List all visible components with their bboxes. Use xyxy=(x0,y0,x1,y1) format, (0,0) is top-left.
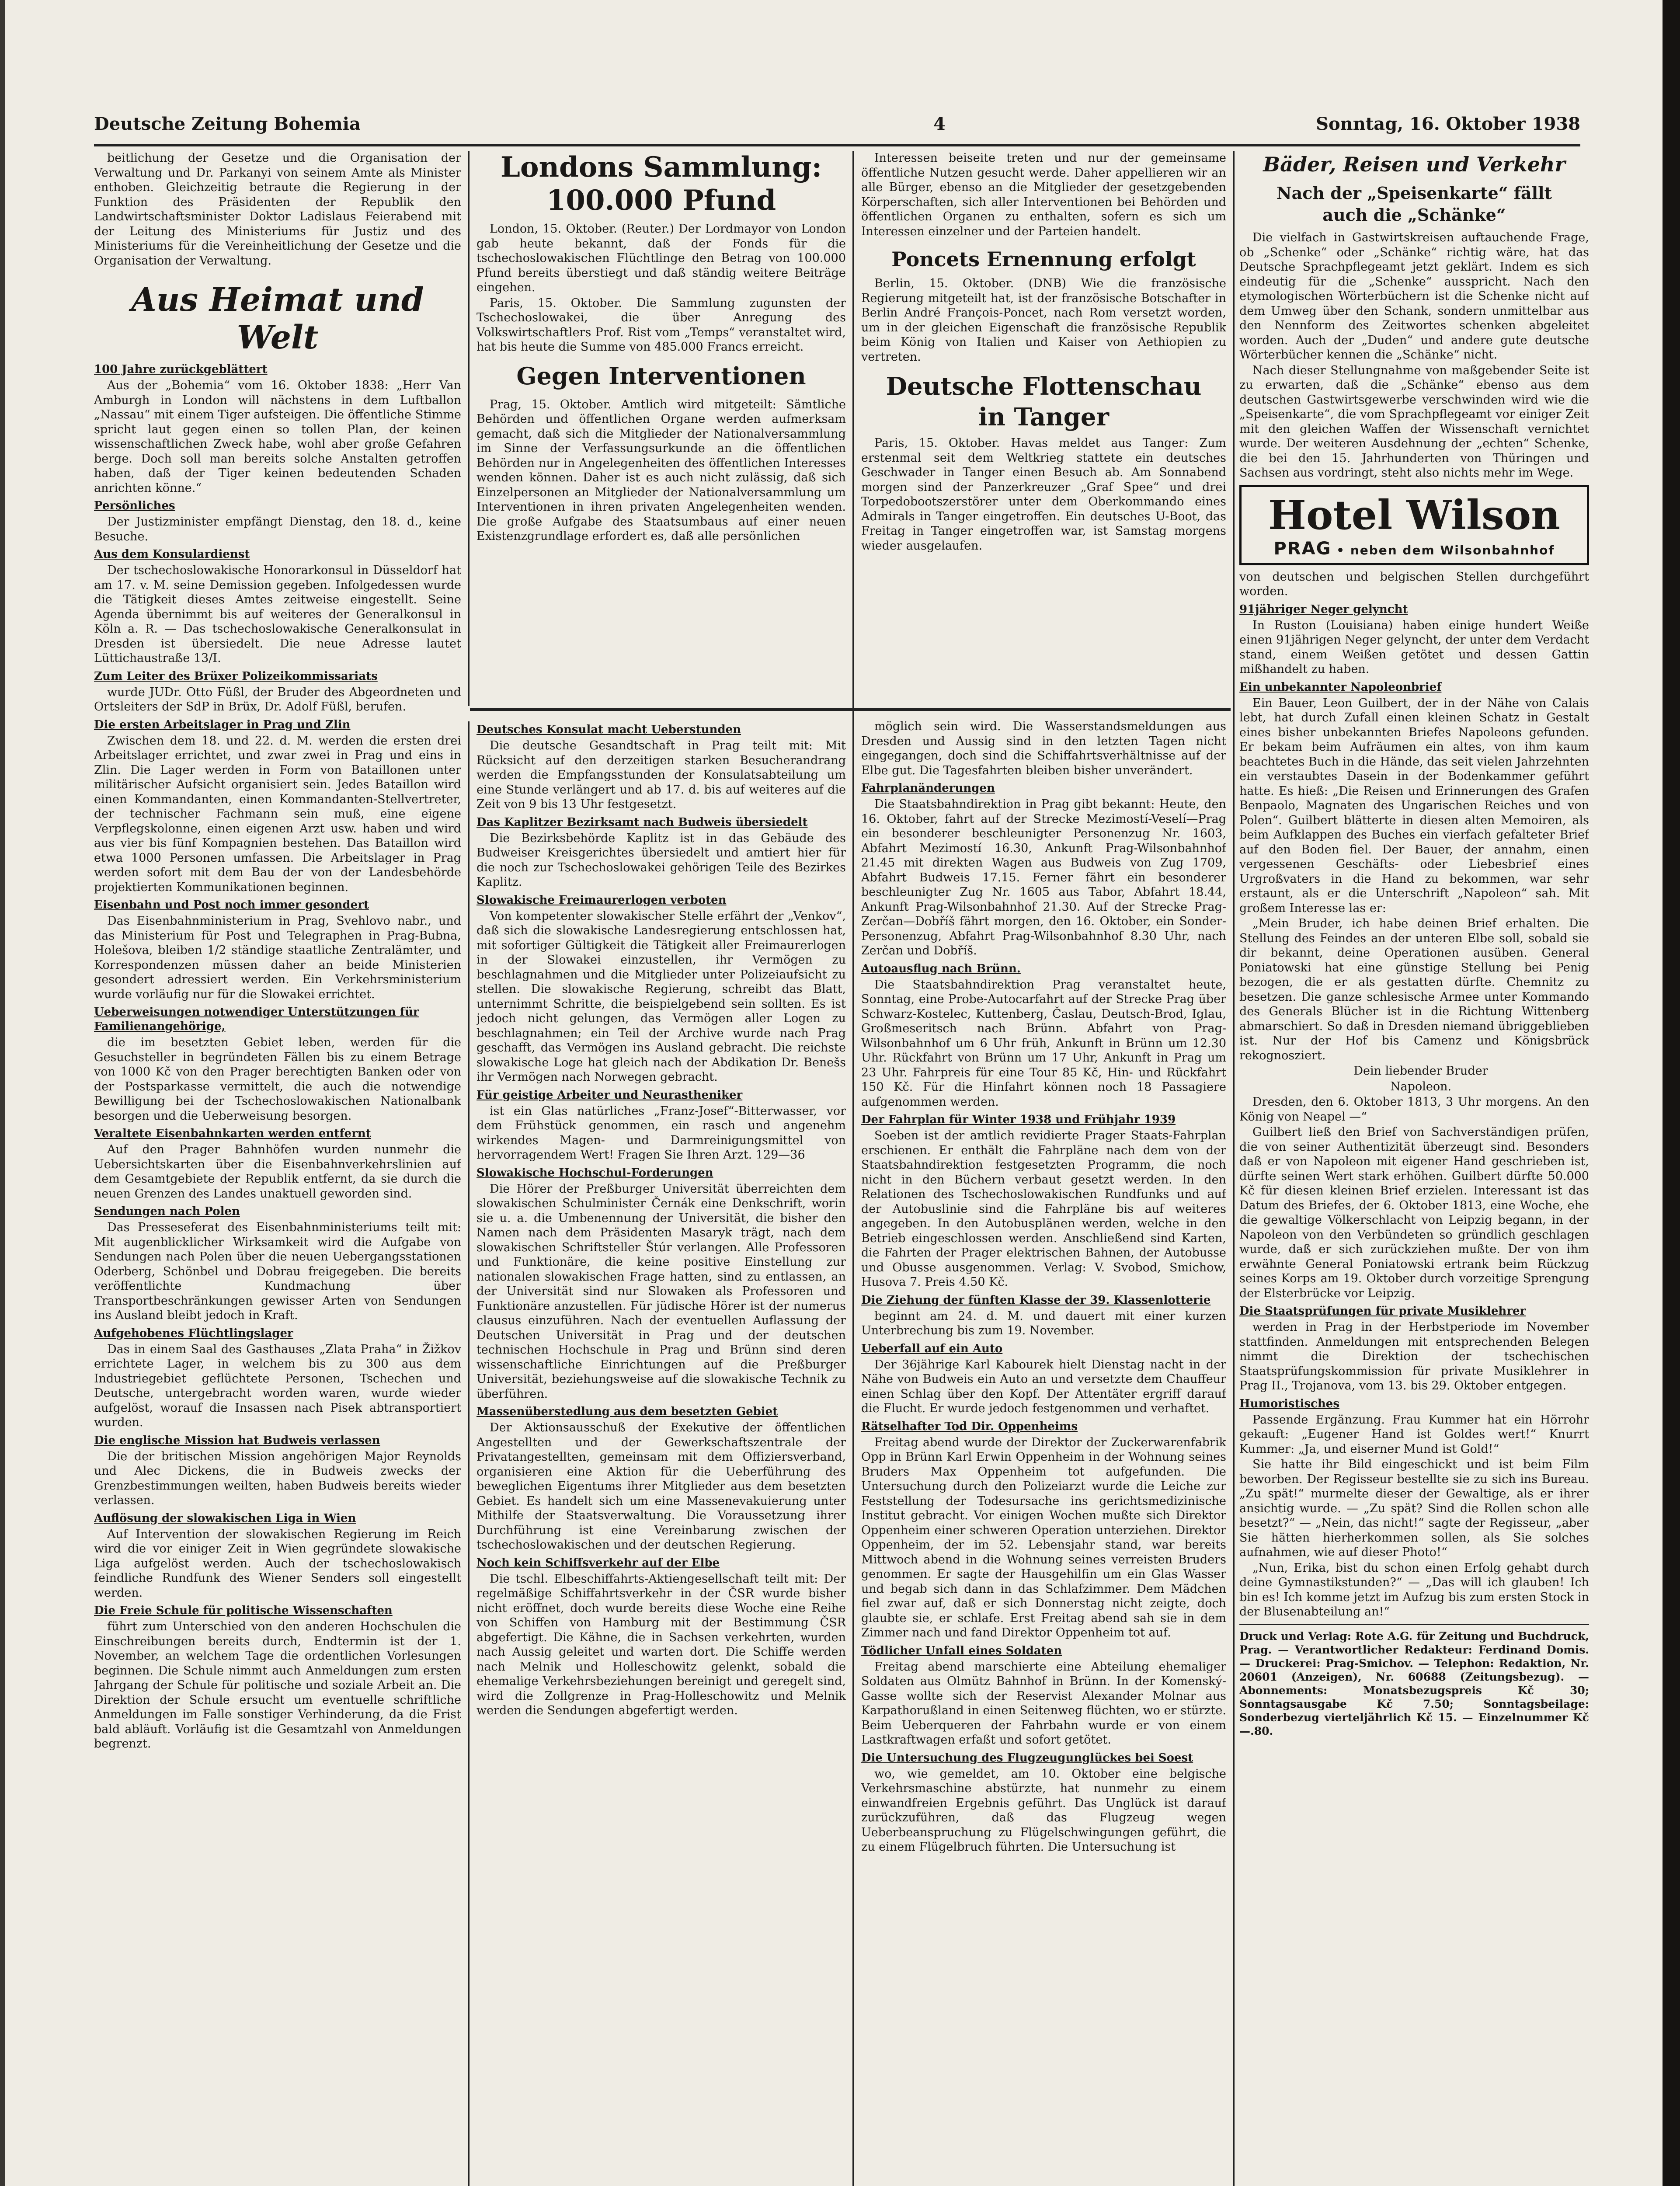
ad-city: PRAG xyxy=(1273,538,1332,559)
headline: Die Staatsprüfungen für private Musiklehrer xyxy=(1239,1305,1526,1318)
headline-gegen-interventionen: Gegen Interventionen xyxy=(516,362,806,390)
article-paragraph: Guilbert ließ den Brief von Sachverständigen prüfen, die von seiner Authentizität überzeugt sind. Besonders daß er von Napoleon mit eigener Hand geschrieben ist, dürfte seinen Wert stark erhöhen. Guilbert dürfte 50.000 Kč für diesen kleinen Brief erzielen. Interessant ist das Datum des Briefes, der 6. Oktober 1813, eine Woche, ehe die gewaltige Völkerschlacht von Leipzig begann, in der Napoleon von den Verbündeten so gründlich geschlagen wurde, daß er sich zurückziehen mußte. Der von ihm erwähnte General Poniatowski ertrank beim Rückzug seines Korps am 19. Oktober durch vorzeitige Sprengung der Elsterbrücke vor Leipzig. xyxy=(1239,1125,1589,1300)
article-paragraph: Die der britischen Mission angehörigen Major Reynolds und Alec Dickens, die in Budweis zwecks der Grenzbestimmungen weilten, haben Budweis bereits wieder verlassen. xyxy=(94,1449,461,1507)
scan-edge-right xyxy=(1663,0,1680,2186)
article-paragraph: Der 36jährige Karl Kabourek hielt Dienstag nacht in der Nähe von Budweis ein Auto an und versetzte dem Chauffeur einen Schlag über den Kopf. Der Attentäter ergriff darauf die Flucht. Er wurde jedoch festgenommen und verhaftet. xyxy=(861,1358,1226,1415)
article-paragraph: wo, wie gemeldet, am 10. Oktober eine belgische Verkehrsmaschine abstürzte, hat nunmehr zu einem einwandfreien Ergebnis geführt. Das Unglück ist darauf zurückzuführen, daß das Flugzeug wegen Ueberbeanspruchung zu Flügelschwingungen geführt, die zu einem Flügelbruch führten. Die Untersuchung ist xyxy=(861,1767,1226,1854)
headline: Aufgehobenes Flüchtlingslager xyxy=(94,1326,293,1340)
headline: Veraltete Eisenbahnkarten werden entfernt xyxy=(94,1127,371,1140)
headline: Rätselhafter Tod Dir. Oppenheims xyxy=(861,1420,1078,1433)
ad-title: Hotel Wilson xyxy=(1268,491,1560,539)
headline: Tödlicher Unfall eines Soldaten xyxy=(861,1644,1062,1657)
headline: Sendungen nach Polen xyxy=(94,1205,240,1218)
headline: Noch kein Schiffsverkehr auf der Elbe xyxy=(477,1556,720,1570)
article-paragraph: führt zum Unterschied von den anderen Hochschulen die Einschreibungen bereits durch, Endtermin ist der 1. November, an welchem Tage die ordentlichen Vorlesungen beginnen. Die Schule nimmt auch Anmeldungen zum ersten Jahrgang der Schule für politische und soziale Arbeit an. Die Direktion der Schule ersucht um eventuelle schriftliche Anmeldungen im Falle sonstiger Verhinderung, da die Frist bald abläuft. Vorläufig ist die Gesamtzahl von Anmeldungen begrenzt. xyxy=(94,1620,461,1751)
headline: Die ersten Arbeitslager in Prag und Zlin xyxy=(94,718,351,731)
article-paragraph: Auf Intervention der slowakischen Regierung im Reich wird die vor einiger Zeit in Wien gegründete slowakische Liga aufgelöst werden. Auch der tschechoslowakisch feindliche Rundfunk des Wiener Senders soll eingestellt werden. xyxy=(94,1527,461,1600)
article-paragraph: von deutschen und belgischen Stellen durchgeführt worden. xyxy=(1239,570,1589,598)
intro-paragraph: beitlichung der Gesetze und die Organisation der Verwaltung und Dr. Parkanyi von seinem Amte als Minister enthoben. Gleichzeitig betraute die Regierung in der Funktion des Präsidenten der Republik den Landwirtschaftsminister Doktor Ladislaus Feierabend mit der Leitung des Ministeriums für Justiz und des Ministeriums für die Vereinheitlichung der Gesetze und die Organisation der Verwaltung. xyxy=(94,151,461,268)
letter-date: Dresden, den 6. Oktober 1813, 3 Uhr morgens. An den König von Neapel —“ xyxy=(1239,1095,1589,1124)
article-paragraph: Das Eisenbahnministerium in Prag, Svehlovo nabr., und das Ministerium für Post und Telegraphen in Prag-Bubna, Holešova, bleiben 1/2 ständige staatliche Zentralämter, und Korrespondenzen müssen daher an beide Ministerien gesondert adressiert werden. Ein Verkehrsministerium wurde vorläufig nur für die Slowakei errichtet. xyxy=(94,914,461,1001)
headline: 100 Jahre zurückgeblättert xyxy=(94,363,268,376)
article-paragraph: Prag, 15. Oktober. Amtlich wird mitgeteilt: Sämtliche Behörden und öffentlichen Organe werden aufmerksam gemacht, daß sich die Mitglieder der Nationalversammlung im Sinne der Verfassungsurkunde an die öffentlichen Behörden nur in Angelegenheiten des öffentlichen Interesses wenden können. Daher ist es auch nicht zulässig, daß sich Einzelpersonen an Mitglieder der Nationalversammlung um Interventionen in ihren privaten Angelegenheiten wenden. Die große Aufgabe des Staatsumbaus auf einer neuen Existenzgrundlage erfordert es, daß alle persönlichen xyxy=(477,397,846,543)
article-paragraph: Paris, 15. Oktober. Die Sammlung zugunsten der Tschechoslowakei, die über Anregung des Volkswirtschaftlers Prof. Rist vom „Temps“ veranstaltet wird, hat bis heute die Summe von 485.000 Francs erreicht. xyxy=(477,296,846,354)
header-paper-name: Deutsche Zeitung Bohemia xyxy=(94,114,361,134)
header-date: Sonntag, 16. Oktober 1938 xyxy=(1316,114,1580,134)
headline-deutsche-flottenschau: Deutsche Flottenschau xyxy=(886,372,1202,401)
headline: Ueberfall auf ein Auto xyxy=(861,1342,1003,1355)
headline: Auflösung der slowakischen Liga in Wien xyxy=(94,1511,356,1525)
article-paragraph: Die Hörer der Preßburger Universität überreichten dem slowakischen Schulminister Černák eine Denkschrift, worin sie u. a. die Umbenennung der Universität, die bisher den Namen nach dem Präsidenten Masaryk trägt, nach dem slowakischen Schriftsteller Štúr verlangen. Alle Professoren und Funktionäre, die keine positive Einstellung zur nationalen slowakischen Frage hatten, sind zu entlassen, an der Universität sind nur Slowaken als Professoren und Funktionäre anzustellen. Für jüdische Hörer ist der numerus clausus einzuführen. Nach der eventuellen Auflassung der Deutschen Universität in Prag und der deutschen technischen Hochschule in Prag und Brünn sind deren wissenschaftliche Einrichtungen auf die Preßburger Universität, beziehungsweise auf die slowakische Technik zu überführen. xyxy=(477,1182,846,1401)
section-title-heimat: Aus Heimat und Welt xyxy=(131,281,424,356)
ad-bullet: • xyxy=(1336,543,1350,557)
article-paragraph: Der Aktionsausschuß der Exekutive der öffentlichen Angestellten und der Gewerkschaftszentrale der Privatangestellten, gemeinsam mit dem Offiziersverband, organisieren eine Aktion für die Ueberführung des beweglichen Eigentums ihrer Mitglieder aus dem besetzten Gebiet. Es handelt sich um eine Massenevakuierung unter Mithilfe der Staatsverwaltung. Die Voraussetzung ihrer Durchführung ist eine Vereinbarung zwischen der tschechoslowakischen und der deutschen Regierung. xyxy=(477,1421,846,1552)
column-3-lower xyxy=(861,719,1226,2186)
section-title-baeder: Bäder, Reisen und Verkehr xyxy=(1263,153,1565,176)
article-paragraph: Soeben ist der amtlich revidierte Prager Staats-Fahrplan erschienen. Er enthält die Fahrpläne nach dem von der Staatsbahndirektion festgesetzten Programm, die noch nicht in den Büchern verbaut gesetzt werden. In den Relationen des Tschechoslowakischen Rundfunks und auf der Autobuslinie sind die Fahrpläne bis auf weiteres angegeben. In den Autobusplänen werden, welche in den Betrieb eingeschlossen werden. Anschließend sind Karten, die Fahrten der Prager elektrischen Bahnen, der Autobusse und Obusse ausgenommen. Verlag: V. Svobod, Smichow, Husova 7. Preis 4.50 Kč. xyxy=(861,1129,1226,1289)
headline: Slowakische Hochschul-Forderungen xyxy=(477,1166,713,1180)
article-paragraph: die im besetzten Gebiet leben, werden für die Gesuchsteller in begründeten Fällen bis zu einem Betrage von 1000 Kč von den Prager berechtigten Banken oder von der Postsparkasse vermittelt, die auch die notwendige Bewilligung bei der Tschechoslowakischen Nationalbank besorgen und die Ueberweisung besorgen. xyxy=(94,1036,461,1123)
ad-subline: neben dem Wilsonbahnhof xyxy=(1350,543,1555,557)
article-paragraph: werden in Prag in der Herbstperiode im November stattfinden. Anmeldungen mit entsprechenden Belegen nimmt die Direktion der tschechischen Staatsprüfungskommission für private Musiklehrer in Prag II., Trojanova, vom 13. bis 29. Oktober entgegen. xyxy=(1239,1320,1589,1392)
headline: Persönliches xyxy=(94,499,175,512)
headline-in-tanger: in Tanger xyxy=(978,403,1110,432)
article-paragraph: London, 15. Oktober. (Reuter.) Der Lordmayor von London gab heute bekannt, daß der Fonds für die tschechoslowakischen Flüchtlinge den Betrag von 100.000 Pfund bereits überstiegt und daß ständig weitere Beiträge eingehen. xyxy=(477,222,846,294)
headline-schaenke: auch die „Schänke“ xyxy=(1322,205,1506,225)
article-paragraph: beginnt am 24. d. M. und dauert mit einer kurzen Unterbrechung bis zum 19. November. xyxy=(861,1309,1226,1337)
headline: Humoristisches xyxy=(1239,1397,1339,1410)
headline: Eisenbahn und Post noch immer gesondert xyxy=(94,898,369,912)
column-rule-2 xyxy=(852,151,854,2186)
imprint-rule xyxy=(1239,1624,1589,1625)
headline: Zum Leiter des Brüxer Polizeikommissariats xyxy=(94,669,378,683)
article-paragraph: ist ein Glas natürliches „Franz-Josef“-Bitterwasser, vor dem Frühstück genommen, ein rasch und angenehm wirkendes Magen- und Darmreinigungsmittel von hervorragendem Wert! Fragen Sie Ihren Arzt. 129—36 xyxy=(477,1104,846,1162)
article-paragraph: wurde JUDr. Otto Füßl, der Bruder des Abgeordneten und Ortsleiters der SdP in Brüx, Dr. Adolf Füßl, berufen. xyxy=(94,685,461,714)
column-4 xyxy=(1239,151,1589,2186)
article-paragraph: Das Presseseferat des Eisenbahnministeriums teilt mit: Mit augenblicklicher Wirksamkeit wird die Aufgabe von Sendungen nach Polen über die neuen Uebergangsstationen Oderberg, Schönbel und Dobrau freigegeben. Die bereits veröffentlichte Kundmachung über Transportbeschränkungen gewisser Arten von Sendungen ins Ausland bleibt jedoch in Kraft. xyxy=(94,1221,461,1322)
article-paragraph: Freitag abend wurde der Direktor der Zuckerwarenfabrik Opp in Brünn Karl Erwin Oppenheim in der Wohnung seines Bruders Max Oppenheim tot aufgefunden. Die Untersuchung durch den Polizeiarzt wurde die Leiche zur Feststellung der Todesursache ins gerichtsmedizinische Institut gebracht. Vor einigen Wochen mußte sich Direktor Oppenheim einer schweren Operation unterziehen. Direktor Oppenheim, der im 52. Lebensjahr stand, war bereits Mittwoch abend in die Wohnung seines verreisten Bruders genommen. Er sagte der Hausgehilfin um ein Glas Wasser und begab sich dann in das Schlafzimmer. Dem Mädchen fiel zwar auf, daß er sich Donnerstag nicht zeigte, doch glaubte sie, er schlafe. Erst Freitag abend sah sie in dem Zimmer nach und fand Direktor Oppenheim tot auf. xyxy=(861,1435,1226,1640)
headline: Massenüberstedlung aus dem besetzten Gebiet xyxy=(477,1405,778,1418)
header-rule xyxy=(94,144,1580,146)
column-2-upper xyxy=(477,151,846,704)
column-rule-3 xyxy=(1233,151,1235,2186)
column-rule-1 xyxy=(468,151,470,706)
headline-speisenkarte: Nach der „Speisenkarte“ fällt xyxy=(1276,183,1552,203)
headline-100000-pfund: 100.000 Pfund xyxy=(546,184,776,217)
article-paragraph: Paris, 15. Oktober. Havas meldet aus Tanger: Zum erstenmal seit dem Weltkrieg stattete ein deutsches Geschwader in Tanger einen Besuch ab. Am Sonnabend morgen sind der Panzerkreuzer „Graf Spee“ und drei Torpedobootszerstörer unter dem Oberkommando eines Admirals in Tanger eingetroffen. Ein deutsches U-Boot, das Freitag in Tanger eingetroffen war, ist Samstag morgens wieder ausgelaufen. xyxy=(861,436,1226,553)
header-page-number: 4 xyxy=(933,114,946,134)
headline: Autoausflug nach Brünn. xyxy=(861,962,1021,975)
article-paragraph: In Ruston (Louisiana) haben einige hundert Weiße einen 91jährigen Neger gelyncht, der unter dem Verdacht stand, einem Weißen getötet und dessen Gattin mißhandelt zu haben. xyxy=(1239,618,1589,676)
page-header xyxy=(94,114,1580,140)
headline: Das Kaplitzer Bezirksamt nach Budweis übersiedelt xyxy=(477,815,808,829)
headline-poncets-ernennung: Poncets Ernennung erfolgt xyxy=(891,247,1196,271)
hotel-wilson-advertisement xyxy=(1239,485,1589,565)
headline: Deutsches Konsulat macht Ueberstunden xyxy=(477,723,741,736)
article-paragraph: Die Staatsbahndirektion Prag veranstaltet heute, Sonntag, eine Probe-Autocarfahrt auf der Strecke Prag über Schwarz-Kostelec, Kuttenberg, Časlau, Deutsch-Brod, Iglau, Großmeseritsch nach Brünn. Abfahrt von Prag-Wilsonbahnhof um 6 Uhr früh, Ankunft in Brünn um 12.30 Uhr. Rückfahrt von Brünn um 17 Uhr, Ankunft in Prag um 23 Uhr. Fahrpreis für eine Tour 85 Kč, Hin- und Rückfahrt 150 Kč. Für die Hinfahrt können noch 18 Passagiere aufgenommen werden. xyxy=(861,978,1226,1109)
column-1 xyxy=(94,151,461,2186)
headline: Ueberweisungen notwendiger Unterstützungen für Familienangehörige, xyxy=(94,1006,419,1033)
headline-londons-sammlung: Londons Sammlung: xyxy=(500,151,822,184)
headline: Aus dem Konsulardienst xyxy=(94,548,250,561)
headline: Ein unbekannter Napoleonbrief xyxy=(1239,680,1442,694)
letter-paragraph: „Mein Bruder, ich habe deinen Brief erhalten. Die Stellung des Feindes an der unteren Elbe soll, sobald sie dir bekannt, deine Operationen ausüben. General Poniatowski hat eine günstige Stellung bei Penig bezogen, die er als gestatten dürfte. Chemnitz zu besetzen. Die ganze schlesische Armee unter Kommando des Generals Blücher ist in die Richtung Wittenberg abmarschiert. So daß in Dresden niemand übriggeblieben ist. Nur der Hof bis Camenz und Königsbrück rekognosziert. xyxy=(1239,917,1589,1062)
article-paragraph: Die Staatsbahndirektion in Prag gibt bekannt: Heute, den 16. Oktober, fahrt auf der Strecke Mezimostí-Veselí—Prag ein besonderer beschleunigter Personenzug Nr. 1603, Abfahrt Mezimostí 16.30, Ankunft Prag-Wilsonbahnhof 21.45 mit direkten Wagen aus Budweis von Zug 1709, Abfahrt Budweis 17.15. Ferner fährt ein besonderer beschleunigter Zug Nr. 1605 aus Tabor, Abfahrt 18.44, Ankunft Prag-Wilsonbahnhof 21.30. Auf der Strecke Prag-Zerčan—Dobříš fährt morgen, den 16. Oktober, ein Sonder-Personenzug, Abfahrt Prag-Wilsonbahnhof 8.30 Uhr, nach Zerčan und Dobříš. xyxy=(861,797,1226,957)
article-paragraph: Auf den Prager Bahnhöfen wurden nunmehr die Uebersichtskarten über die Eisenbahnverkehrslinien auf dem Gesamtgebiete der Republik entfernt, da sie durch die neuen Grenzen des Landes unaktuell geworden sind. xyxy=(94,1143,461,1201)
article-paragraph: Die deutsche Gesandtschaft in Prag teilt mit: Mit Rücksicht auf den derzeitigen starken Besucherandrang werden die Empfangsstunden der Konsulatsabteilung um eine Stunde verlängert und ab 17. d. bis auf weiteres auf die Zeit von 9 bis 13 Uhr festgesetzt. xyxy=(477,739,846,811)
article-paragraph: Interessen beiseite treten und nur der gemeinsame öffentliche Nutzen gesucht werde. Daher appellieren wir an alle Bürger, ebenso an die Mitglieder der gesetzgebenden Körperschaften, sich aller Interventionen bei Behörden und öffentlichen Organen zu enthalten, sofern es sich um Interessen einzelner und der Parteien handelt. xyxy=(861,151,1226,238)
article-paragraph: Das in einem Saal des Gasthauses „Zlata Praha“ in Žižkov errichtete Lager, in welchem bis zu 300 aus dem Industriegebiet geflüchtete Personen, Tschechen und Deutsche, untergebracht worden waren, wurde wieder aufgelöst, worauf die Insassen nach Pisek abtransportiert wurden. xyxy=(94,1342,461,1429)
article-paragraph: Ein Bauer, Leon Guilbert, der in der Nähe von Calais lebt, hat durch Zufall einen kleinen Schatz in Gestalt eines bisher unbekannten Briefes Napoleons gefunden. Er bekam beim Aufräumen ein altes, von ihm kaum beachtetes Buch in die Hände, das seit vielen Jahrzehnten ein verstaubtes Dasein in der Bodenkammer geführt hatte. Es hieß: „Die Reisen und Erinnerungen des Grafen Benpaolo, Magnaten des Ungarischen Reiches und von Polen“. Guilbert blätterte in diesen alten Memoiren, als beim Aufklappen des Buches ein vierfach gefalteter Brief auf den Boden fiel. Der Bauer, der annahm, einen vergessenen Geschäfts- oder Liebesbrief eines Urgroßvaters in die Hand zu bekommen, war sehr erstaunt, als er die Unterschrift „Napoleon“ sah. Mit großem Interesse las er: xyxy=(1239,696,1589,915)
article-paragraph: Sie hatte ihr Bild eingeschickt und ist beim Film beworben. Der Regisseur bestellte sie zu sich ins Bureau. „Zu spät!“ murmelte dieser der Gewaltige, als er ihrer ansichtig wurde. — „Zu spät? Sind die Rollen schon alle besetzt?“ — „Nein, das nicht!“ sagte der Regisseur, „aber Sie hätten hierherkommen sollen, als Sie solches aufnahmen, wie auf dieser Photo!“ xyxy=(1239,1458,1589,1559)
article-paragraph: Von kompetenter slowakischer Stelle erfährt der „Venkov“, daß sich die slowakische Landesregierung entschlossen hat, mit sofortiger Gültigkeit die Tätigkeit aller Freimaurerlogen in der Slowakei einzustellen, ihr Vermögen zu beschlagnahmen und die Mitglieder unter Polizeiaufsicht zu stellen. Die slowakische Regierung, schreibt das Blatt, unternimmt Schritte, die beispielgebend sein sollten. Es ist jedoch nicht gelungen, das Vermögen aller Logen zu beschlagnahmen; ein Teil der Archive wurde nach Prag geschafft, das Vermögen ins Ausland gebracht. Die reichste slowakische Loge hat gleich nach der Abdikation Dr. Benešs ihr Vermögen nach Norwegen gebracht. xyxy=(477,909,846,1084)
article-paragraph: Passende Ergänzung. Frau Kummer hat ein Hörrohr gekauft: „Eugener Hand ist Goldes wert!“ Knurrt Kummer: „Ja, und eiserner Mund ist Gold!“ xyxy=(1239,1413,1589,1456)
section-rule xyxy=(470,708,1231,711)
headline: Die Freie Schule für politische Wissenschaften xyxy=(94,1604,393,1617)
letter-closing: Dein liebender Bruder xyxy=(1353,1064,1488,1078)
headline: Die Ziehung der fünften Klasse der 39. Klassenlotterie xyxy=(861,1293,1211,1307)
article-paragraph: Aus der „Bohemia“ vom 16. Oktober 1838: „Herr Van Amburgh in London will nächstens in dem Luftballon „Nassau“ mit einem Tiger aufsteigen. Die öffentliche Stimme spricht laut gegen einen so tollen Plan, der keinen wissenschaftlichen Zweck habe, wohl aber große Gefahren berge. Doch soll man bereits solche Anstalten getroffen haben, daß der Tiger keinen bedeutenden Schaden anrichten könne.“ xyxy=(94,379,461,495)
headline: Für geistige Arbeiter und Neurastheniker xyxy=(477,1088,743,1102)
article-paragraph: Nach dieser Stellungnahme von maßgebender Seite ist zu erwarten, daß die „Schänke“ ebenso aus dem deutschen Gastwirtsgewerbe verschwinden wird wie die „Speisenkarte“, die vom Sprachpflegeamt vor einiger Zeit mit den gleichen Waffen der Wissenschaft vernichtet wurde. Der weiteren Ausdehnung der „echten“ Schenke, die bei den 15. Jahrhunderten von Thüringen und Sachsen aus vordringt, steht also nichts mehr im Wege. xyxy=(1239,363,1589,480)
column-3-upper xyxy=(861,151,1226,704)
article-paragraph: möglich sein wird. Die Wasserstandsmeldungen aus Dresden und Aussig sind in den letzten Tagen nicht eingegangen, doch sind die Schiffahrtsverhältnisse auf der Elbe gut. Die Tagesfahrten bleiben bisher unverändert. xyxy=(861,720,1226,777)
ad-address xyxy=(1246,539,1583,559)
article-paragraph: Berlin, 15. Oktober. (DNB) Wie die französische Regierung mitgeteilt hat, ist der französische Botschafter in Berlin André François-Poncet, nach Rom versetzt worden, um in der gleichen Eigenschaft die französische Republik beim König von Italien und Kaiser von Aethiopien zu vertreten. xyxy=(861,277,1226,364)
headline: Slowakische Freimaurerlogen verboten xyxy=(477,893,727,907)
article-paragraph: „Nun, Erika, bist du schon einen Erfolg gehabt durch deine Gymnastikstunden?“ — „Das will ich glauben! Ich bin es! Ich komme jetzt im Aufzug bis zum ersten Stock in der Blusenabteilung an!“ xyxy=(1239,1561,1589,1619)
article-paragraph: Die tschl. Elbeschiffahrts-Aktiengesellschaft teilt mit: Der regelmäßige Schiffahrtsverkehr in der ČSR wurde bisher nicht eröffnet, doch wurde bereits diese Woche eine Reihe von Schiffen von Hamburg mit der Bestimmung ČSR abgefertigt. Die Kähne, die in Sachsen verkehrten, wurden nach Aussig geleitet und warten dort. Die Schiffe werden nach Melnik und Holleschowitz gelenkt, sobald die ehemalige Verkehrsbeziehungen bereinigt und geregelt sind, wird die Zollgrenze in Prag-Holleschowitz und Melnik werden die Sendungen abgefertigt werden. xyxy=(477,1572,846,1717)
scan-edge-left xyxy=(0,0,5,2186)
column-rule-1b xyxy=(468,721,470,2186)
headline: 91jähriger Neger gelyncht xyxy=(1239,602,1408,616)
column-2-lower xyxy=(477,719,846,2186)
article-paragraph: Die Bezirksbehörde Kaplitz ist in das Gebäude des Budweiser Kreisgerichtes übersiedelt und amtiert hier für die noch zur Tschechoslowakei gehörigen Teile des Bezirkes Kaplitz. xyxy=(477,831,846,889)
article-paragraph: Der Justizminister empfängt Dienstag, den 18. d., keine Besuche. xyxy=(94,515,461,543)
imprint: Druck und Verlag: Rote A.G. für Zeitung und Buchdruck, Prag. — Verantwortlicher Redakteur: Ferdinand Domis. — Druckerei: Prag-Smichov. — Telephon: Redaktion, Nr. 20601 (Anzeigen), Nr. 60688 (Zeitungsbezug). — Abonnements: Monatsbezugspreis Kč 30; Sonntagsausgabe Kč 7.50; Sonntagsbeilage: Sonderbezug vierteljährlich Kč 15. — Einzelnummer Kč —.80. xyxy=(1239,1629,1589,1737)
headline: Die Untersuchung des Flugzeugunglückes bei Soest xyxy=(861,1751,1193,1765)
headline: Der Fahrplan für Winter 1938 und Frühjahr 1939 xyxy=(861,1113,1176,1126)
headline: Die englische Mission hat Budweis verlassen xyxy=(94,1434,380,1447)
headline: Fahrplanänderungen xyxy=(861,782,995,795)
article-paragraph: Die vielfach in Gastwirtskreisen auftauchende Frage, ob „Schenke“ oder „Schänke“ richtig wäre, hat das Deutsche Sprachpflegeamt jetzt geklärt. Indem es sich eindeutig für die „Schenke“ ausspricht. Nach den etymologischen Wörterbüchern ist die Schenke nicht auf dem Umweg über den Schank, sondern unmittelbar aus den Nennform des Zeitwortes schenken abgeleitet worden. Auch der „Duden“ und andere gute deutsche Wörterbücher kennen die „Schänke“ nicht. xyxy=(1239,231,1589,362)
article-paragraph: Zwischen dem 18. und 22. d. M. werden die ersten drei Arbeitslager errichtet, und zwar zwei in Prag und eins in Zlin. Die Lager werden in Form von Bataillonen unter militärischer Aufsicht organisiert sein. Jedes Bataillon wird einen Kommandanten, einen Kommandanten-Stellvertreter, der technischer Fachmann sein muß, eine eigene Verpflegskolonne, einen eigenen Arzt usw. haben und wird aus vier bis fünf Kompagnien bestehen. Das Bataillon wird etwa 1000 Personen umfassen. Die Arbeitslager in Prag werden sofort mit dem Bau der von der Landesbehörde projektierten Kommunikationen beginnen. xyxy=(94,734,461,894)
article-paragraph: Der tschechoslowakische Honorarkonsul in Düsseldorf hat am 17. v. M. seine Demission gegeben. Infolgedessen wurde die Tätigkeit dieses Amtes zeitweise eingestellt. Seine Agenda übernimmt bis auf weiteres der Generalkonsul in Köln a. R. — Das tschechoslowakische Generalkonsulat in Dresden ist übersiedelt. Die neue Adresse lautet Lüttichaustraße 13/I. xyxy=(94,564,461,665)
article-paragraph: Freitag abend marschierte eine Abteilung ehemaliger Soldaten aus Olmütz Bahnhof in Brünn. In der Komenský-Gasse wollte sich der Reservist Alexander Molnar aus Karpathorußland in einen Seitenweg flüchten, wo er stürzte. Beim Ueberqueren der Fahrbahn wurde er von einem Lastkraftwagen erfaßt und sofort getötet. xyxy=(861,1660,1226,1747)
letter-signature: Napoleon. xyxy=(1390,1079,1452,1093)
